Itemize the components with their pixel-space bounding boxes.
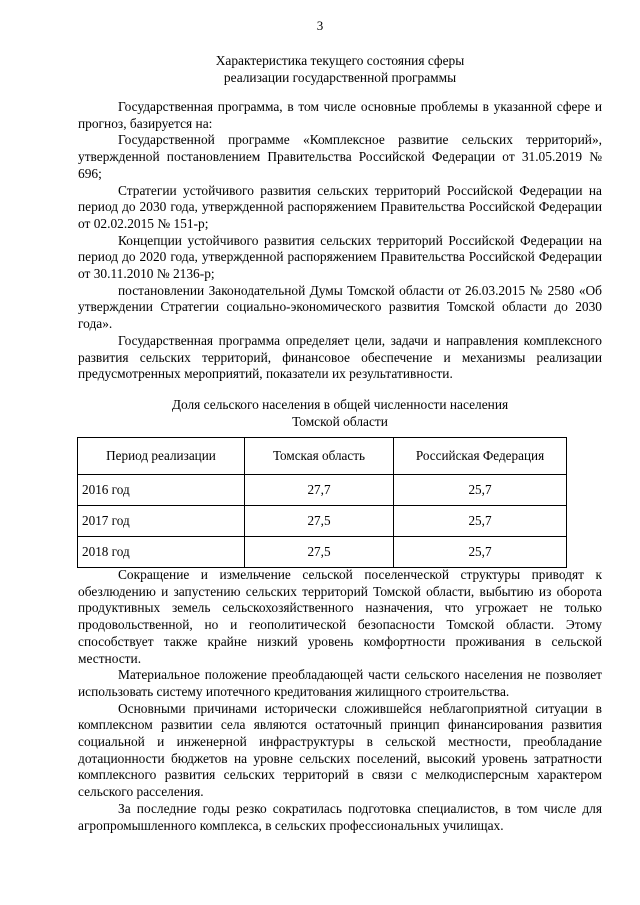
paragraph: Государственная программа, в том числе основные проблемы в указанной сфере и прогноз, базируется на:: [78, 99, 602, 131]
table-cell: 2017 год: [78, 506, 245, 537]
section-heading-line-1: Характеристика текущего состояния сферы: [215, 53, 465, 68]
table-cell: 27,5: [245, 506, 394, 537]
table-cell: 25,7: [394, 506, 567, 537]
column-header-tomsk: Томская область: [245, 438, 394, 475]
table-cell: 25,7: [394, 537, 567, 568]
rural-population-table: [77, 437, 567, 568]
table-cell: 25,7: [394, 475, 567, 506]
table-row: [78, 537, 567, 568]
table-row: [78, 506, 567, 537]
table-header-row: [78, 438, 567, 475]
paragraph: За последние годы резко сократилась подготовка специалистов, в том числе для агропромышленного комплекса, в сельских профессиональных училищах.: [78, 800, 602, 833]
body-text: [78, 567, 602, 834]
section-heading: [78, 52, 602, 86]
column-header-period: Период реализации: [78, 438, 245, 475]
paragraph: Основными причинами исторически сложившейся неблагоприятной ситуации в комплексном развитии села являются остаточный принцип финансирования развития социальной и инженерной инфраструктуры в сельской местности, преобладание дотационности бюджетов на уровне сельских поселений, высокий уровень затратности комплексного развития сельских территорий в связи с мелкодисперсным характером сельского расселения.: [78, 700, 602, 800]
column-header-russia: Российская Федерация: [394, 438, 567, 475]
page-number: 3: [316, 18, 324, 33]
table-caption-line-1: Доля сельского населения в общей численности населения: [171, 397, 509, 412]
paragraph: Сокращение и измельчение сельской поселенческой структуры приводят к обезлюдению и запустению сельских территорий Томской области, выбытию из оборота продуктивных земель сельскохозяйственного назначения, что угрожает не только продовольственной, но и геополитической безопасности Томской области. Этому способствует также крайне низкий уровень комфортности проживания в сельской местности.: [78, 567, 602, 666]
table-cell: 27,5: [245, 537, 394, 568]
paragraph: Концепции устойчивого развития сельских территорий Российской Федерации на период до 2020 года, утвержденной распоряжением Правительства Российской Федерации от 30.11.2010 № 2136-р;: [78, 232, 602, 282]
paragraph: постановлении Законодательной Думы Томской области от 26.03.2015 № 2580 «Об утверждении Стратегии социально-экономического развития Томской области до 2030 года».: [78, 282, 602, 332]
paragraph: Стратегии устойчивого развития сельских территорий Российской Федерации на период до 2030 года, утвержденной распоряжением Правительства Российской Федерации от 02.02.2015 № 151-р;: [78, 182, 602, 231]
table-row: [78, 475, 567, 506]
table-cell: 2016 год: [78, 475, 245, 506]
section-heading-line-2: реализации государственной программы: [223, 70, 457, 85]
table-cell: 2018 год: [78, 537, 245, 568]
table-caption: [78, 396, 602, 430]
paragraph: Государственная программа определяет цели, задачи и направления комплексного развития сельских территорий, финансовое обеспечение и механизмы реализации предусмотренных мероприятий, показатели их результативности.: [78, 332, 602, 382]
paragraph: Материальное положение преобладающей части сельского населения не позволяет использовать систему ипотечного кредитования жилищного строительства.: [78, 667, 602, 699]
table-caption-line-2: Томской области: [292, 414, 388, 429]
paragraph: Государственной программе «Комплексное развитие сельских территорий», утвержденной постановлением Правительства Российской Федерации от 31.05.2019 № 696;: [78, 132, 602, 181]
table-cell: 27,7: [245, 475, 394, 506]
intro-text: [78, 99, 602, 383]
